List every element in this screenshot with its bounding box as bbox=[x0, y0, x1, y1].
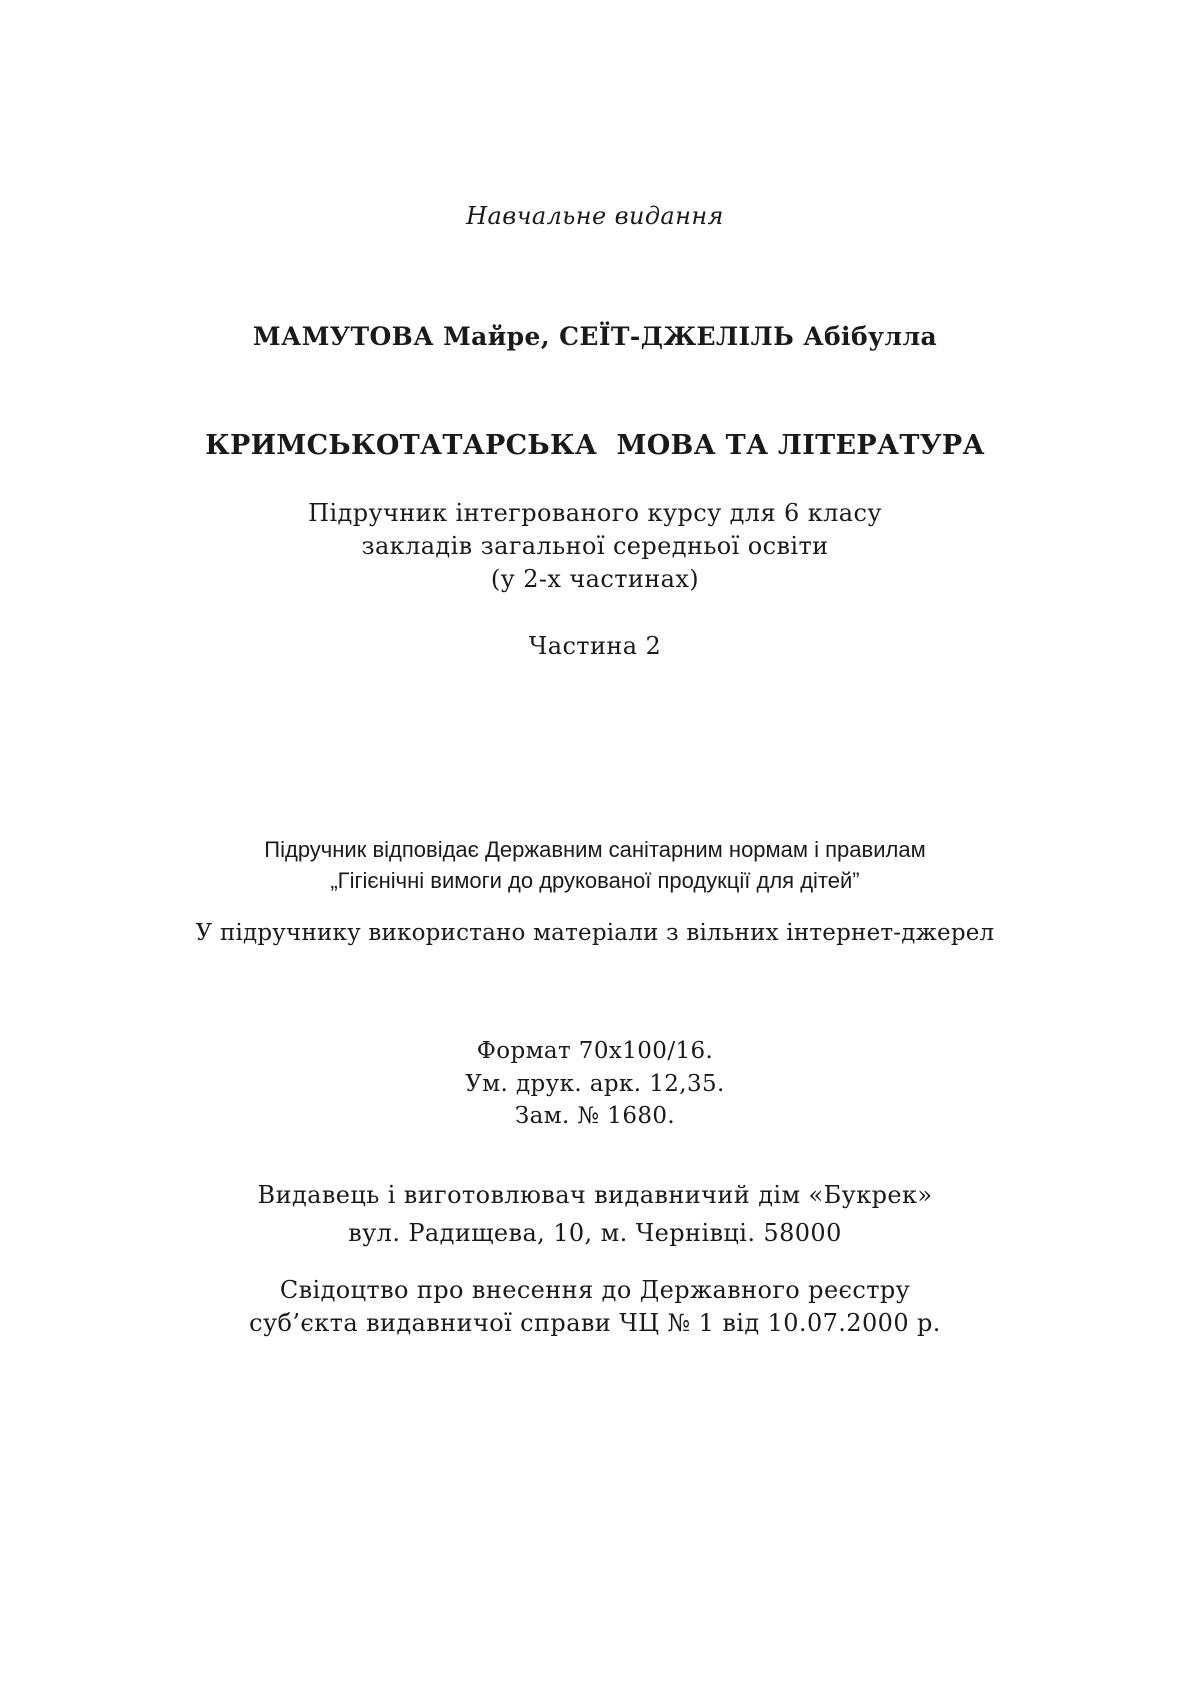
authors: МАМУТОВА Майре, СЕЇТ-ДЖЕЛІЛЬ Абібулла bbox=[252, 322, 938, 351]
format-line: Ум. друк. арк. 12,35. bbox=[465, 1071, 725, 1097]
subtitle-line: Підручник інтегрованого курсу для 6 класу bbox=[308, 499, 882, 527]
sanitary-compliance-line: Підручник відповідає Державним санітарним нормам і правилам bbox=[264, 837, 926, 862]
sanitary-compliance-line: „Гігієнічні вимоги до друкованої продукції для дітей” bbox=[330, 868, 860, 893]
book-title: КРИМСЬКОТАТАРСЬКА МОВА ТА ЛІТЕРАТУРА bbox=[205, 430, 985, 461]
format-line: Формат 70х100/16. bbox=[476, 1038, 714, 1064]
materials-note: У підручнику використано матеріали з вільних інтернет-джерел bbox=[195, 920, 995, 946]
subtitle-line: (у 2-х частинах) bbox=[490, 565, 700, 593]
certificate-line: суб’єкта видавничої справи ЧЦ № 1 від 10.07.2000 р. bbox=[249, 1309, 941, 1337]
publisher-address: вул. Радищева, 10, м. Чернівці. 58000 bbox=[348, 1219, 842, 1247]
certificate-line: Свідоцтво про внесення до Державного реєстру bbox=[279, 1276, 911, 1304]
edition-type: Навчальне видання bbox=[466, 202, 724, 230]
publisher-line: Видавець і виготовлювач видавничий дім «Букрек» bbox=[257, 1181, 933, 1209]
part-number: Частина 2 bbox=[528, 632, 662, 660]
format-line: Зам. № 1680. bbox=[514, 1103, 676, 1129]
subtitle-line: закладів загальної середньої освіти bbox=[361, 532, 829, 560]
